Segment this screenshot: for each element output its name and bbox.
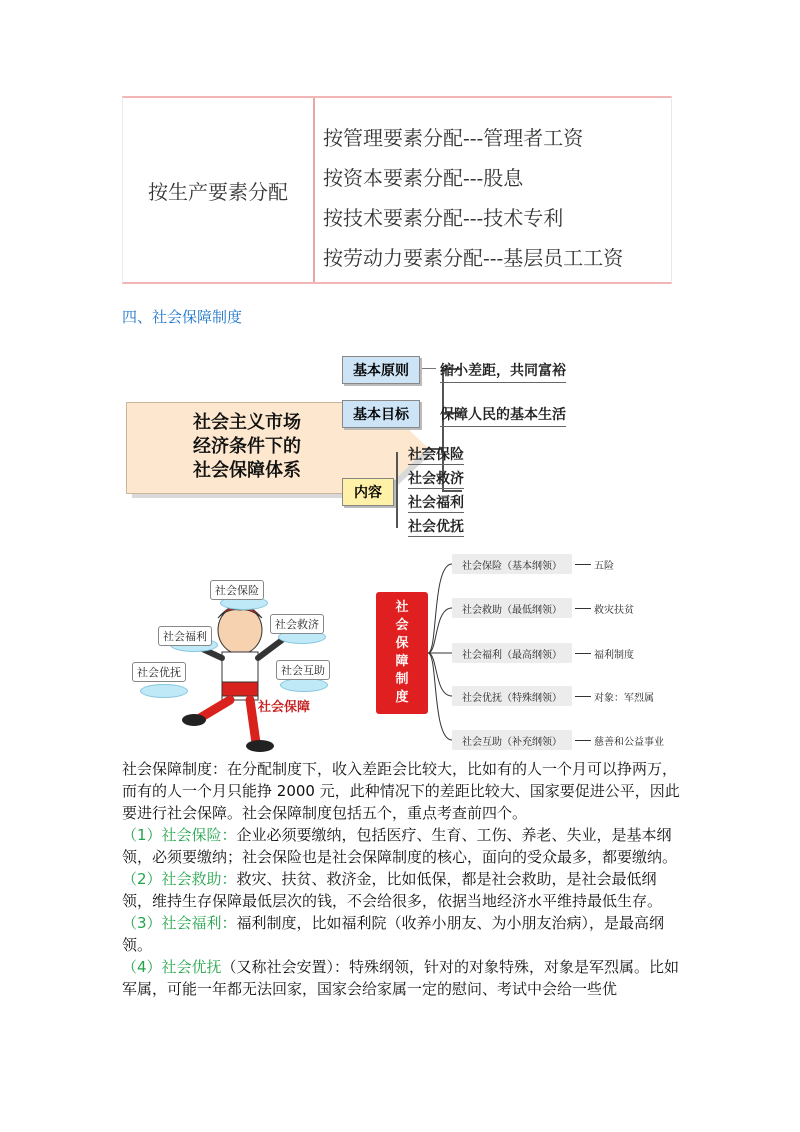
system-node: 社会互助（补充纲领） [452, 730, 572, 750]
system-leaf: 五险 [594, 561, 614, 572]
distribution-table [122, 96, 672, 284]
item-text: 企业必须要缴纳，包括医疗、生育、工伤、养老、失业，是基本纲领，必须要缴纳；社会保险也是社会保障制度的核心，面向的受众最多，都要缴纳。 [122, 826, 678, 866]
item-head: （3）社会福利： [122, 914, 237, 932]
system-root-char: 制 [395, 672, 409, 687]
item-head: （1）社会保险： [122, 826, 237, 844]
item-head: （2）社会救助： [122, 870, 237, 888]
system-leaf: 对象：军烈属 [594, 693, 654, 704]
cartoon-caption: 社会保障 [258, 700, 311, 715]
principle-value: 缩小差距，共同富裕 [440, 360, 566, 383]
item-head: （4）社会优抚 [122, 958, 222, 976]
goal-value: 保障人民的基本生活 [440, 404, 566, 427]
distribution-row: 按资本要素分配---股息 [323, 166, 524, 190]
distribution-row: 按劳动力要素分配---基层员工工资 [323, 246, 624, 270]
social-security-system-mindmap [372, 550, 682, 755]
item-paragraph [122, 868, 686, 912]
item-paragraph [122, 912, 686, 956]
cartoon-tag: 社会救济 [270, 614, 324, 634]
node-dash [575, 653, 591, 654]
cartoon-tag: 社会保险 [210, 580, 264, 600]
content-item: 社会救济 [408, 468, 464, 489]
social-security-mindmap [122, 340, 682, 560]
connector-line [422, 368, 436, 369]
system-root-char: 度 [395, 690, 409, 705]
system-root-char: 会 [395, 618, 409, 633]
distribution-row: 按技术要素分配---技术专利 [323, 206, 564, 230]
item-text: 福利制度，比如福利院（收养小朋友、为小朋友治病），是最高纲领。 [122, 914, 665, 954]
system-connectors [372, 550, 462, 755]
principle-box: 基本原则 [342, 356, 420, 384]
item-paragraph [122, 824, 686, 868]
system-root-char: 障 [395, 654, 409, 669]
distribution-row: 按管理要素分配---管理者工资 [323, 126, 584, 150]
item-text: （又称社会安置）：特殊纲领，针对的对象特殊，对象是军烈属。比如军属，可能一年都无法回家，国家会给家属一定的慰问、考试中会给一些优 [122, 958, 680, 998]
body-text [122, 758, 686, 1000]
mindmap-root [122, 402, 372, 492]
goal-box: 基本目标 [342, 400, 420, 428]
cartoon-tag: 社会优抚 [132, 662, 186, 682]
distribution-left-cell: 按生产要素分配 [123, 98, 315, 282]
item-text: 救灾、扶贫、救济金，比如低保，都是社会救助，是社会最低纲领，维持生存保障最低层次的钱，不会给很多，依据当地经济水平维持最低生存。 [122, 870, 663, 910]
intro-paragraph: 社会保障制度：在分配制度下，收入差距会比较大，比如有的人一个月可以挣两万，而有的人一个月只能挣 2000 元，此种情况下的差距比较大、国家要促进公平，因此要进行社会保障。社会保障制度包括五个，重点考查前四个。 [122, 760, 680, 822]
content-item: 社会福利 [408, 492, 464, 513]
system-root-char: 保 [395, 636, 409, 651]
system-leaf: 慈善和公益事业 [594, 737, 664, 748]
mindmap-root-line: 社会主义市场 [193, 412, 301, 433]
node-dash [575, 564, 591, 565]
content-item: 社会保险 [408, 444, 464, 465]
system-node: 社会救助（最低纲领） [452, 598, 572, 618]
plate-icon [280, 678, 328, 692]
system-node: 社会保险（基本纲领） [452, 554, 572, 574]
mindmap-root-line: 社会保障体系 [193, 460, 301, 481]
cartoon-illustration [130, 578, 350, 758]
system-leaf: 救灾扶贫 [594, 605, 634, 616]
node-dash [575, 740, 591, 741]
section-heading: 四、社会保障制度 [122, 308, 243, 326]
content-item: 社会优抚 [408, 516, 464, 537]
content-box: 内容 [342, 478, 394, 506]
system-node: 社会福利（最高纲领） [452, 643, 572, 663]
system-leaf: 福利制度 [594, 650, 634, 661]
node-dash [575, 608, 591, 609]
system-node: 社会优抚（特殊纲领） [452, 686, 572, 706]
system-root-char: 社 [395, 600, 409, 615]
mindmap-root-line: 经济条件下的 [193, 436, 301, 457]
node-dash [575, 696, 591, 697]
item-paragraph [122, 956, 686, 1000]
cartoon-tag: 社会互助 [276, 660, 330, 680]
distribution-right-cell [315, 98, 671, 282]
cartoon-tag: 社会福利 [158, 626, 212, 646]
connector-line [396, 452, 398, 528]
plate-icon [140, 684, 188, 698]
